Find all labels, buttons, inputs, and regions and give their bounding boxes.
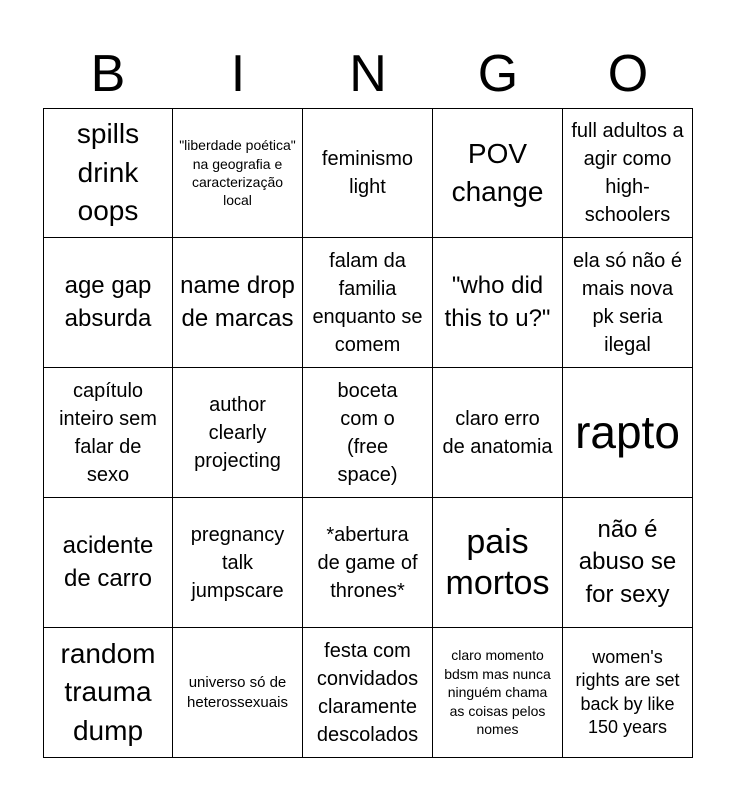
cell-text: spills drink oops — [76, 118, 140, 227]
bingo-cell[interactable] — [43, 238, 173, 368]
cell-text: POV change — [451, 137, 544, 207]
cell-text: universo só de heterossexuais — [187, 674, 288, 711]
bingo-cell[interactable] — [303, 368, 433, 498]
header-letter-b: B — [90, 45, 126, 103]
bingo-board — [43, 108, 693, 758]
cell-text: women's rights are set back by like 150 years — [575, 646, 680, 737]
bingo-cell[interactable] — [173, 628, 303, 758]
cell-text: age gap absurda — [64, 272, 152, 332]
bingo-cell[interactable] — [173, 368, 303, 498]
cell-text: random trauma dump — [60, 637, 156, 746]
cell-text: pais mortos — [445, 522, 550, 602]
bingo-header — [43, 40, 693, 108]
cell-text: feminismo light — [321, 148, 414, 198]
cell-text: rapto — [575, 406, 680, 459]
bingo-cell[interactable] — [303, 108, 433, 238]
header-letter-i: I — [230, 45, 246, 103]
cell-text: claro momento bdsm mas nunca ninguém chama as coisas pelos nomes — [444, 647, 551, 738]
header-letter-n: N — [349, 45, 387, 103]
bingo-cell[interactable] — [563, 498, 693, 628]
cell-text: ela só não é mais nova pk seria ilegal — [573, 249, 682, 356]
bingo-cell[interactable] — [173, 238, 303, 368]
cell-text: capítulo inteiro sem falar de sexo — [59, 379, 157, 486]
bingo-cell[interactable] — [303, 498, 433, 628]
bingo-cell[interactable] — [173, 498, 303, 628]
bingo-cell[interactable] — [173, 108, 303, 238]
bingo-cell[interactable] — [43, 498, 173, 628]
bingo-cell[interactable] — [433, 498, 563, 628]
cell-text: falam da familia enquanto se comem — [312, 249, 423, 356]
cell-text: não é abuso se for sexy — [578, 515, 677, 608]
cell-text: pregnancy talk jumpscare — [190, 523, 285, 602]
bingo-cell[interactable] — [433, 238, 563, 368]
cell-text: "liberdade poética" na geografia e caracterização local — [179, 137, 296, 209]
cell-text: acidente de carro — [62, 532, 154, 592]
bingo-cell[interactable] — [433, 628, 563, 758]
bingo-cell[interactable] — [563, 628, 693, 758]
cell-text: *abertura de game of thrones* — [317, 523, 418, 602]
bingo-cell[interactable] — [433, 108, 563, 238]
cell-text: "who did this to u?" — [444, 272, 551, 332]
cell-text: full adultos a agir como high-schoolers — [571, 120, 684, 226]
cell-text: festa com convidados claramente descolados — [316, 639, 419, 746]
bingo-cell[interactable] — [43, 108, 173, 238]
bingo-cell[interactable] — [303, 628, 433, 758]
bingo-cell[interactable] — [563, 108, 693, 238]
cell-text: author clearly projecting — [194, 393, 281, 472]
bingo-cell[interactable] — [563, 368, 693, 498]
header-letter-g: G — [477, 45, 519, 103]
bingo-cell[interactable] — [43, 628, 173, 758]
cell-text: boceta com o (free space) — [337, 379, 398, 486]
bingo-cell[interactable] — [433, 368, 563, 498]
header-letter-o: O — [607, 45, 649, 103]
cell-text: name drop de marcas — [180, 272, 295, 332]
bingo-cell[interactable] — [563, 238, 693, 368]
bingo-cell[interactable] — [303, 238, 433, 368]
bingo-cell[interactable] — [43, 368, 173, 498]
cell-text: claro erro de anatomia — [442, 407, 553, 458]
